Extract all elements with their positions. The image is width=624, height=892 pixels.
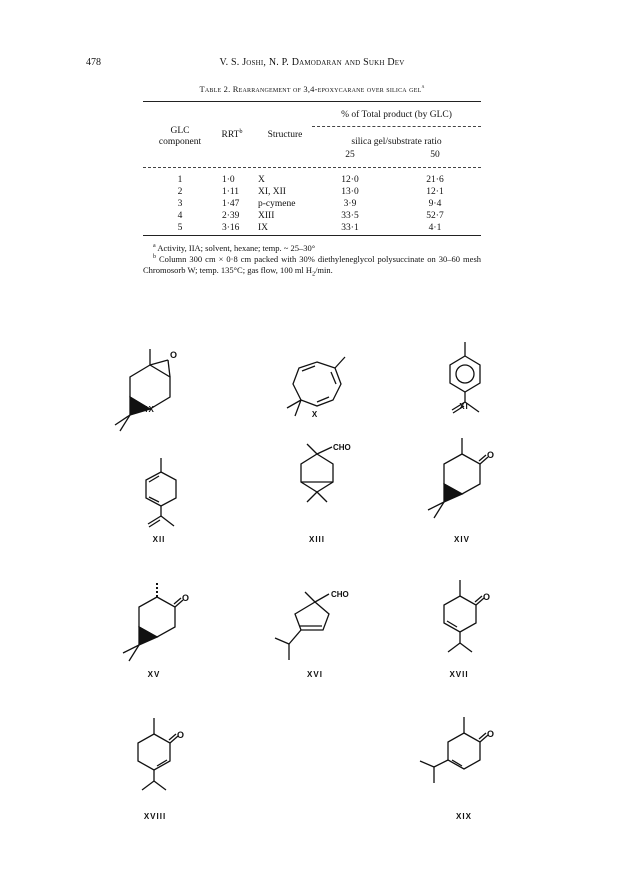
cell-component: 1 — [177, 175, 183, 185]
running-head-authors: V. S. Joshi, N. P. Damodaran and Sukh Dev — [219, 57, 405, 68]
structure-xviii-drawing — [120, 716, 200, 806]
structure-ix-drawing — [110, 345, 200, 435]
xiii-cho: CHO — [333, 443, 351, 452]
label-xv: XV — [147, 670, 161, 679]
label-xii: XII — [152, 535, 166, 544]
xv-carbonyl-o: O — [182, 593, 190, 603]
footnote-b-end: /min. — [315, 265, 333, 275]
table-caption — [0, 84, 624, 94]
table-caption-text: Table 2. Rearrangement of 3,4-epoxycarane over silica gel — [199, 84, 422, 94]
cell-r50: 4·1 — [428, 223, 442, 233]
xiv-carbonyl-o: O — [487, 450, 495, 460]
label-x: X — [311, 410, 319, 419]
structure-xv-drawing — [117, 575, 207, 665]
footnote-b-sub: 2 — [312, 271, 316, 278]
label-xi: XI — [459, 402, 469, 411]
cell-r25: 3·9 — [343, 199, 357, 209]
label-xviii: XVIII — [143, 812, 167, 821]
header-ratio-25: 25 — [345, 150, 355, 160]
cell-r25: 33·5 — [341, 211, 359, 221]
header-total-product: % of Total product (by GLC) — [341, 110, 452, 120]
structure-xvi-drawing — [265, 584, 365, 664]
cell-structure: X — [258, 175, 265, 185]
label-ix: IX — [145, 405, 155, 414]
header-ratio: silica gel/substrate ratio — [351, 137, 442, 147]
cell-component: 2 — [177, 187, 183, 197]
cell-r25: 12·0 — [341, 175, 359, 185]
table-sub-rule — [312, 126, 481, 127]
cell-r50: 52·7 — [426, 211, 444, 221]
header-rrt-mark: b — [239, 128, 243, 135]
cell-component: 5 — [177, 223, 183, 233]
cell-rrt: 1·11 — [222, 187, 240, 197]
xvi-cho: CHO — [331, 590, 349, 599]
cell-component: 4 — [177, 211, 183, 221]
cell-structure: IX — [258, 223, 269, 233]
structure-xii-drawing — [126, 458, 196, 538]
label-xiii: XIII — [308, 535, 325, 544]
table-footnotes — [143, 243, 481, 276]
structure-xiv-drawing — [422, 432, 512, 522]
label-xix: XIX — [456, 812, 472, 821]
table-caption-mark: a — [421, 84, 425, 91]
table-header-rule — [143, 167, 481, 168]
cell-structure: XI, XII — [258, 187, 286, 197]
header-glc-line1: GLC — [170, 126, 190, 136]
table-top-rule — [143, 101, 481, 102]
cell-r50: 21·6 — [426, 175, 444, 185]
cell-rrt: 3·16 — [222, 223, 240, 233]
cell-rrt: 2·39 — [222, 211, 240, 221]
structure-xiii-drawing — [277, 440, 367, 520]
footnote-a-text: Activity, IIA; solvent, hexane; temp. ~ 25–30° — [157, 243, 316, 253]
header-structure: Structure — [267, 130, 303, 140]
xix-carbonyl-o: O — [487, 729, 495, 739]
footnote-b-text: Column 300 cm × 0·8 cm packed with 30% diethyleneglycol polysuccinate on 30–60 mesh Chromosorb W; temp. 135°C; gas flow, 100 ml H — [143, 254, 482, 275]
cell-r25: 33·1 — [341, 223, 359, 233]
header-glc-line2: component — [158, 137, 202, 147]
header-glc — [150, 126, 210, 148]
cell-r25: 13·0 — [341, 187, 359, 197]
label-xvi: XVI — [307, 670, 323, 679]
cell-component: 3 — [177, 199, 183, 209]
structure-xvii-drawing — [422, 578, 502, 668]
cell-structure: p-cymene — [258, 199, 296, 209]
header-ratio-50: 50 — [430, 150, 440, 160]
structure-xix-drawing — [408, 715, 508, 805]
cell-rrt: 1·47 — [222, 199, 240, 209]
running-head — [0, 57, 624, 68]
cell-r50: 9·4 — [428, 199, 442, 209]
cell-rrt: 1·0 — [222, 175, 235, 185]
cell-r50: 12·1 — [426, 187, 444, 197]
label-xvii: XVII — [449, 670, 469, 679]
footnote-a: $^a$ Activity, IIA; solvent, hexane; temp. ~ 25–30° — [153, 243, 316, 253]
table-bottom-rule — [143, 235, 481, 236]
footnote-b: $^b$ Column 300 cm × 0·8 cm packed with 30% diethyleneglycol polysuccinate on 30–60 mesh Chromosorb W; temp. 135°C; gas flow, 100 ml $H_2/\min$. — [143, 254, 482, 278]
xviii-carbonyl-o: O — [177, 730, 185, 740]
ix-epoxide-o: O — [170, 350, 178, 360]
label-xiv: XIV — [454, 535, 470, 544]
cell-structure: XIII — [258, 211, 275, 221]
header-rrt-text: RRT — [221, 130, 240, 140]
header-rrt — [215, 130, 249, 141]
xvii-carbonyl-o: O — [483, 592, 491, 602]
page-number: 478 — [86, 57, 101, 68]
